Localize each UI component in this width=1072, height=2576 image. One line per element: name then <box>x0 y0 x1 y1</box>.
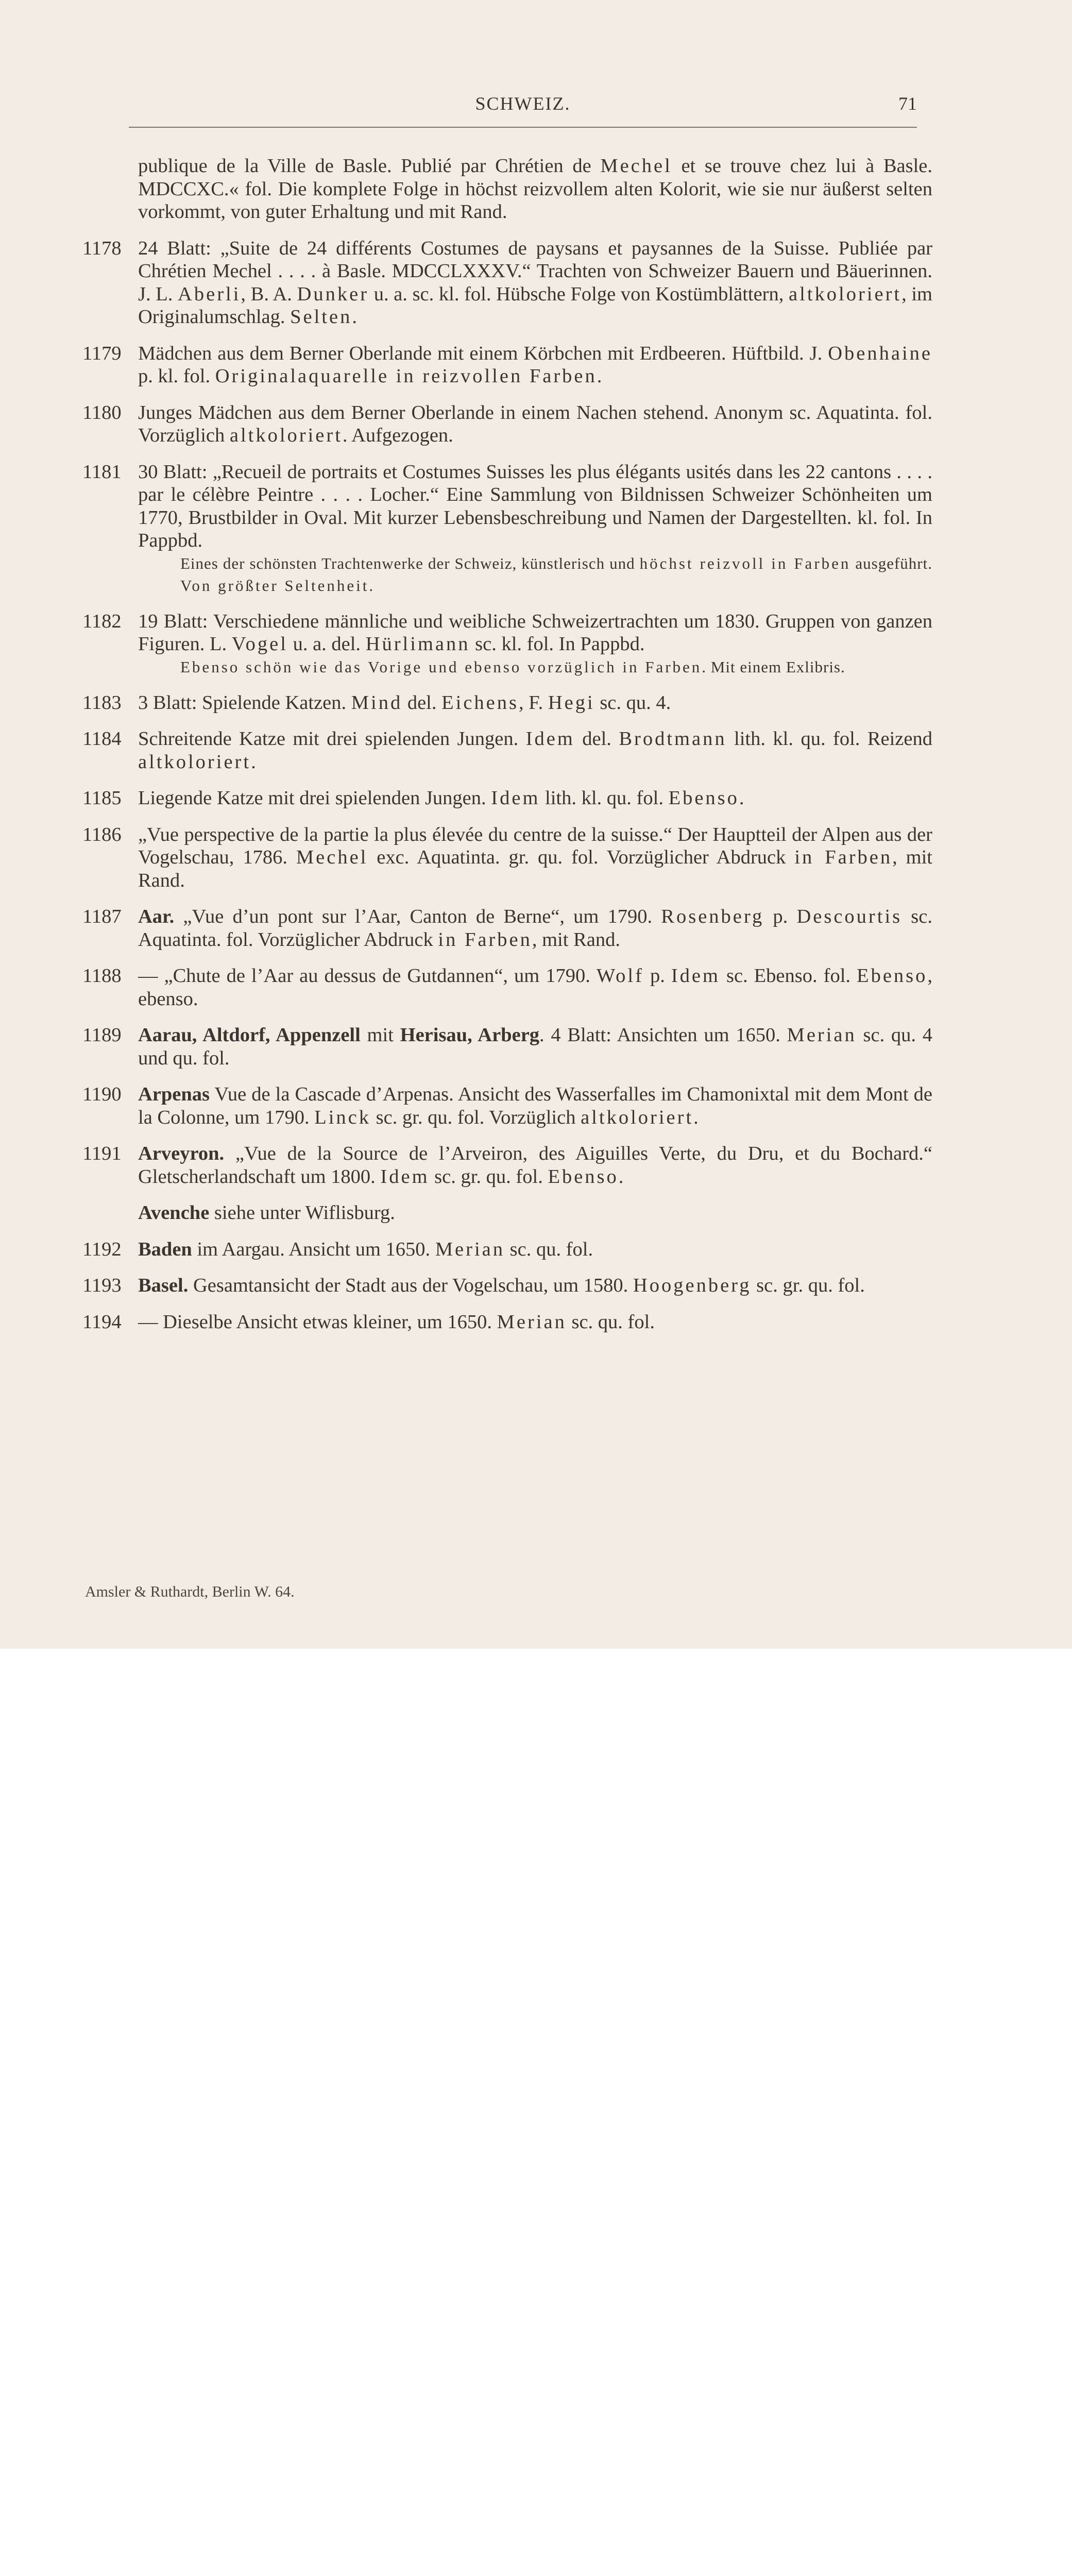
entry-text-run: . <box>597 365 602 387</box>
entry-text-run: Merian <box>787 1024 857 1046</box>
entry-text-run: Baden <box>138 1238 192 1260</box>
viewer-footer-bar <box>0 1649 1072 1737</box>
entry-text-run: Merian <box>497 1311 567 1333</box>
entry-description <box>138 342 932 388</box>
entry-number: 1182 <box>82 610 122 632</box>
entry-text-run: Linck <box>314 1106 371 1128</box>
entry-text-run: Junges Mädchen aus dem Berner Oberlande in einem Nachen stehend. Anonym sc. Aquatinta. fol. Vorzüglich <box>138 401 932 446</box>
entry-gap <box>82 388 932 401</box>
entry-text-run: Rosenberg <box>661 906 764 927</box>
entry-text-run: Idem <box>525 728 575 750</box>
catalog-entry <box>82 964 932 1010</box>
entry-text-run: Eines der schönsten Trachtenwerke der Schweiz, künstlerisch und <box>180 554 640 572</box>
entry-text-run: „Vue de la Source de l’Arveiron, des Aiguilles Verte, du Dru, et du Bochard.“ Gletscherlandschaft um 1800. <box>138 1143 932 1188</box>
entry-text-run: , mit Rand. <box>138 846 933 891</box>
entry-description <box>138 964 932 1010</box>
entry-text-run: sc. gr. qu. fol. Vorzüglich <box>371 1106 581 1128</box>
entry-description <box>138 1142 932 1188</box>
catalog-entry <box>82 727 932 773</box>
entry-gap <box>82 1261 932 1274</box>
entry-text-run: Ebenso <box>668 787 739 809</box>
entry-gap <box>82 1070 932 1083</box>
entry-text-run: 30 Blatt: „Recueil de portraits et Costumes Suisses les plus élégants usités dans les 22 cantons . . . . par le célèbre Peintre . . . . Locher.“ Eine Sammlung von Bildnissen Schweizer Schönheiten um 1770, Brustbilder in Oval. Mit kurzer Lebensbeschreibung und Namen der Dargestellten. kl. fol. In Pappbd. <box>138 461 932 551</box>
entry-description <box>138 787 932 810</box>
entry-text-run: Vue de la Cascade d’Arpenas. Ansicht des Wasserfalles im Chamonixtal mit dem Mont de la Colonne, um 1790. <box>138 1083 932 1128</box>
entry-gap <box>82 329 932 342</box>
entry-text-run: p. <box>643 965 671 987</box>
entry-text-run: . <box>693 1106 699 1128</box>
entry-gap <box>82 224 932 237</box>
entry-text-run: Idem <box>491 787 540 809</box>
entry-text-run: et se trouve chez lui à Basle. MDCCXC.« fol. Die komplete Folge in höchst reizvollem alten Kolorit, wie sie nur äußerst selten vorkommt, von guter Erhaltung und mit Rand. <box>138 155 932 223</box>
entry-text-run: Idem <box>380 1165 430 1188</box>
entry-text-run: sc. gr. qu. fol. <box>751 1275 865 1296</box>
entry-text-run: Descourtis <box>796 906 903 927</box>
catalog-entry <box>82 823 932 892</box>
entry-gap <box>82 1129 932 1142</box>
catalog-entry <box>82 237 932 329</box>
entry-text-run: Hürlimann <box>365 633 470 655</box>
entry-text-run: p. <box>764 906 797 927</box>
entry-text-run: del. <box>402 691 442 714</box>
entry-number: 1178 <box>82 237 122 259</box>
entry-text-run: altkoloriert <box>138 751 251 773</box>
entry-text-run: Mechel <box>600 155 672 177</box>
catalog-entry <box>82 461 932 597</box>
entry-text-run: siehe unter Wiflisburg. <box>209 1202 395 1224</box>
entry-text-run: in Farben <box>438 928 532 951</box>
entry-text-run: Ebenso <box>548 1165 619 1188</box>
catalog-entry <box>82 1201 932 1225</box>
catalog-entry <box>82 1311 932 1334</box>
entry-text-run: Hegi <box>548 691 595 714</box>
publisher-footer: Amsler & Ruthardt, Berlin W. 64. <box>85 1583 295 1600</box>
entry-text-run: Mind <box>351 691 403 714</box>
entry-text-run: . <box>739 787 744 809</box>
entry-number: 1189 <box>82 1024 122 1046</box>
entry-description <box>138 691 932 715</box>
catalog-entry <box>82 1083 932 1129</box>
entry-text-run: Vogel <box>231 633 288 655</box>
entry-text-run: Wolf <box>596 965 644 987</box>
catalog-entry <box>82 342 932 388</box>
entry-text-run: im Aargau. Ansicht um 1650. <box>192 1238 435 1260</box>
catalog-entry <box>82 905 932 951</box>
catalog-entries <box>82 155 932 1333</box>
entry-text-run: . Mit einem Exlibris. <box>702 657 845 676</box>
entry-number: 1191 <box>82 1143 122 1164</box>
entry-description <box>138 727 932 773</box>
entry-text-run: exc. Aquatinta. gr. qu. fol. Vorzüglicher Abdruck <box>368 846 795 868</box>
entry-text-run: Arpenas <box>138 1083 210 1105</box>
entry-gap <box>82 447 932 461</box>
entry-gap <box>82 597 932 610</box>
entry-text-run: Basel. <box>138 1275 189 1296</box>
entry-text-run: , F. <box>519 691 548 714</box>
catalog-entry <box>82 155 932 224</box>
entry-number: 1181 <box>82 461 122 483</box>
entry-text-run: Merian <box>435 1238 505 1260</box>
entry-text-run: Dunker <box>297 283 369 305</box>
entry-note <box>180 552 932 597</box>
entry-text-run: . 4 Blatt: Ansichten um 1650. <box>539 1024 787 1046</box>
entry-text-run: Eichens <box>441 691 519 714</box>
entry-text-run: 19 Blatt: Verschiedene männliche und weibliche Schweizertrachten um 1830. Gruppen von ganzen Figuren. L. <box>138 610 932 655</box>
entry-text-run: sc. Ebenso. fol. <box>720 965 857 987</box>
header-rule <box>129 127 917 128</box>
catalog-entry <box>82 1024 932 1070</box>
catalog-entry <box>82 1142 932 1188</box>
entry-text-run: Mechel <box>296 846 368 868</box>
entry-number: 1186 <box>82 823 122 845</box>
entry-number: 1183 <box>82 691 122 714</box>
entry-gap <box>82 951 932 964</box>
entry-text-run: Arveyron. <box>138 1143 225 1164</box>
entry-gap <box>82 773 932 787</box>
entry-description <box>138 1083 932 1129</box>
catalog-entry <box>82 691 932 715</box>
catalog-entry <box>82 787 932 810</box>
entry-text-run: p. kl. fol. <box>138 365 215 387</box>
entry-text-run: Ebenso <box>857 965 928 987</box>
entry-text-run: altkoloriert <box>229 425 343 446</box>
entry-gap <box>82 892 932 905</box>
entry-text-run: sc. qu. fol. <box>505 1238 593 1260</box>
entry-gap <box>82 1010 932 1024</box>
entry-number: 1185 <box>82 787 122 809</box>
entry-text-run: höchst reizvoll in Farben <box>639 554 851 572</box>
entry-text-run: , B. A. <box>241 283 297 305</box>
catalog-entry <box>82 1238 932 1261</box>
entry-text-run: Brodtmann <box>619 728 727 750</box>
catalog-entry <box>82 1274 932 1297</box>
entry-text-run: sc. qu. 4 und qu. fol. <box>138 1024 933 1069</box>
entry-gap <box>82 810 932 823</box>
entry-description <box>138 610 932 656</box>
entry-text-run: 3 Blatt: Spielende Katzen. <box>138 691 351 714</box>
entry-text-run: Gesamtansicht der Stadt aus der Vogelschau, um 1580. <box>188 1275 633 1296</box>
entry-description <box>138 1024 932 1070</box>
entry-text-run: lith. kl. qu. fol. Reizend <box>726 728 932 750</box>
entry-number: 1188 <box>82 965 122 987</box>
catalog-entry <box>82 610 932 678</box>
entry-text-run: Von größter Seltenheit <box>180 576 369 595</box>
entry-text-run: Schreitende Katze mit drei spielenden Jungen. <box>138 728 526 750</box>
entry-number: 1184 <box>82 728 122 750</box>
entry-text-run: altkoloriert <box>581 1106 694 1128</box>
entry-text-run: sc. qu. 4. <box>594 691 671 714</box>
entry-text-run: Herisau, Arberg <box>400 1024 540 1046</box>
entry-description <box>138 1238 932 1261</box>
entry-text-run: Aar. <box>138 906 175 927</box>
page-number: 71 <box>898 93 917 114</box>
entry-text-run: Aberli <box>178 283 241 305</box>
entry-text-run: „Vue d’un pont sur l’Aar, Canton de Berne“, um 1790. <box>174 906 661 927</box>
entry-text-run: in Farben <box>794 846 893 868</box>
entry-text-run: sc. kl. fol. In Pappbd. <box>470 633 645 655</box>
entry-description <box>138 237 932 329</box>
entry-text-run: lith. kl. qu. fol. <box>540 787 669 809</box>
entry-text-run: mit <box>360 1024 400 1046</box>
entry-gap <box>82 1225 932 1238</box>
entry-text-run: sc. qu. fol. <box>566 1311 655 1333</box>
entry-text-run: , mit Rand. <box>532 928 620 951</box>
entry-text-run: Selten <box>290 306 352 328</box>
entry-gap <box>82 714 932 727</box>
entry-text-run: Obenhaine <box>828 342 932 364</box>
entry-number: 1179 <box>82 342 122 364</box>
entry-description <box>138 823 932 892</box>
entry-description <box>138 905 932 951</box>
entry-text-run: Ebenso schön wie das Vorige und ebenso vorzüglich in Farben <box>180 657 702 676</box>
entry-description <box>138 1274 932 1297</box>
entry-gap <box>82 678 932 691</box>
entry-description <box>138 1201 932 1225</box>
entry-text-run: , im Originalumschlag. <box>138 283 933 328</box>
entry-text-run: , ebenso. <box>138 965 933 1010</box>
entry-note <box>180 656 932 678</box>
entry-text-run: . <box>251 751 256 773</box>
entry-text-run: — Dieselbe Ansicht etwas kleiner, um 1650. <box>138 1311 497 1333</box>
entry-number: 1180 <box>82 401 122 423</box>
entry-text-run: Aarau, Altdorf, Appenzell <box>138 1024 361 1046</box>
entry-text-run: . <box>618 1165 624 1188</box>
page-header <box>129 93 917 124</box>
entry-text-run: u. a. sc. kl. fol. Hübsche Folge von Kostümblättern, <box>369 283 789 305</box>
entry-text-run: . Aufgezogen. <box>342 425 453 446</box>
entry-description <box>138 1311 932 1334</box>
entry-description <box>138 461 932 552</box>
entry-text-run: Originalaquarelle in reizvollen Farben <box>215 365 597 387</box>
entry-gap <box>82 1188 932 1201</box>
entry-text-run: altkoloriert <box>789 283 902 305</box>
entry-text-run: Liegende Katze mit drei spielenden Jungen. <box>138 787 491 809</box>
entry-text-run: sc. Aquatinta. fol. Vorzüglicher Abdruck <box>138 906 932 951</box>
entry-number: 1192 <box>82 1238 122 1260</box>
entry-description <box>138 155 932 224</box>
entry-text-run: sc. gr. qu. fol. <box>429 1165 548 1188</box>
entry-number: 1187 <box>82 906 122 927</box>
entry-text-run: del. <box>574 728 619 750</box>
entry-text-run: Idem <box>671 965 720 987</box>
entry-text-run: — „Chute de l’Aar au dessus de Gutdannen“, um 1790. <box>138 965 597 987</box>
entry-number: 1190 <box>82 1083 122 1105</box>
entry-text-run: ausgeführt. <box>850 554 932 572</box>
entry-number: 1194 <box>82 1311 122 1333</box>
entry-text-run: Mädchen aus dem Berner Oberlande mit einem Körbchen mit Erdbeeren. Hüftbild. J. <box>138 342 828 364</box>
entry-text-run: Avenche <box>138 1202 210 1224</box>
catalog-entry <box>82 401 932 447</box>
entry-text-run: „Vue perspective de la partie la plus élevée du centre de la suisse.“ Der Hauptteil der Alpen aus der Vogelschau, 1786. <box>138 823 932 868</box>
entry-number: 1193 <box>82 1275 122 1296</box>
entry-text-run: . <box>369 576 374 595</box>
entry-text-run: u. a. del. <box>287 633 366 655</box>
entry-text-run: publique de la Ville de Basle. Publié par Chrétien de <box>138 155 601 177</box>
running-title: SCHWEIZ. <box>475 93 571 114</box>
entry-text-run: 24 Blatt: „Suite de 24 différents Costumes de paysans et paysannes de la Suisse. Publiée par Chrétien Mechel . . . . à Basle. MDCCLXXXV.“ Trachten von Schweizer Bauern und Bäuerinnen. J. L. <box>138 237 932 305</box>
entry-gap <box>82 1297 932 1311</box>
entry-description <box>138 401 932 447</box>
entry-text-run: . <box>352 306 357 328</box>
entry-text-run: Hoogenberg <box>633 1275 752 1296</box>
